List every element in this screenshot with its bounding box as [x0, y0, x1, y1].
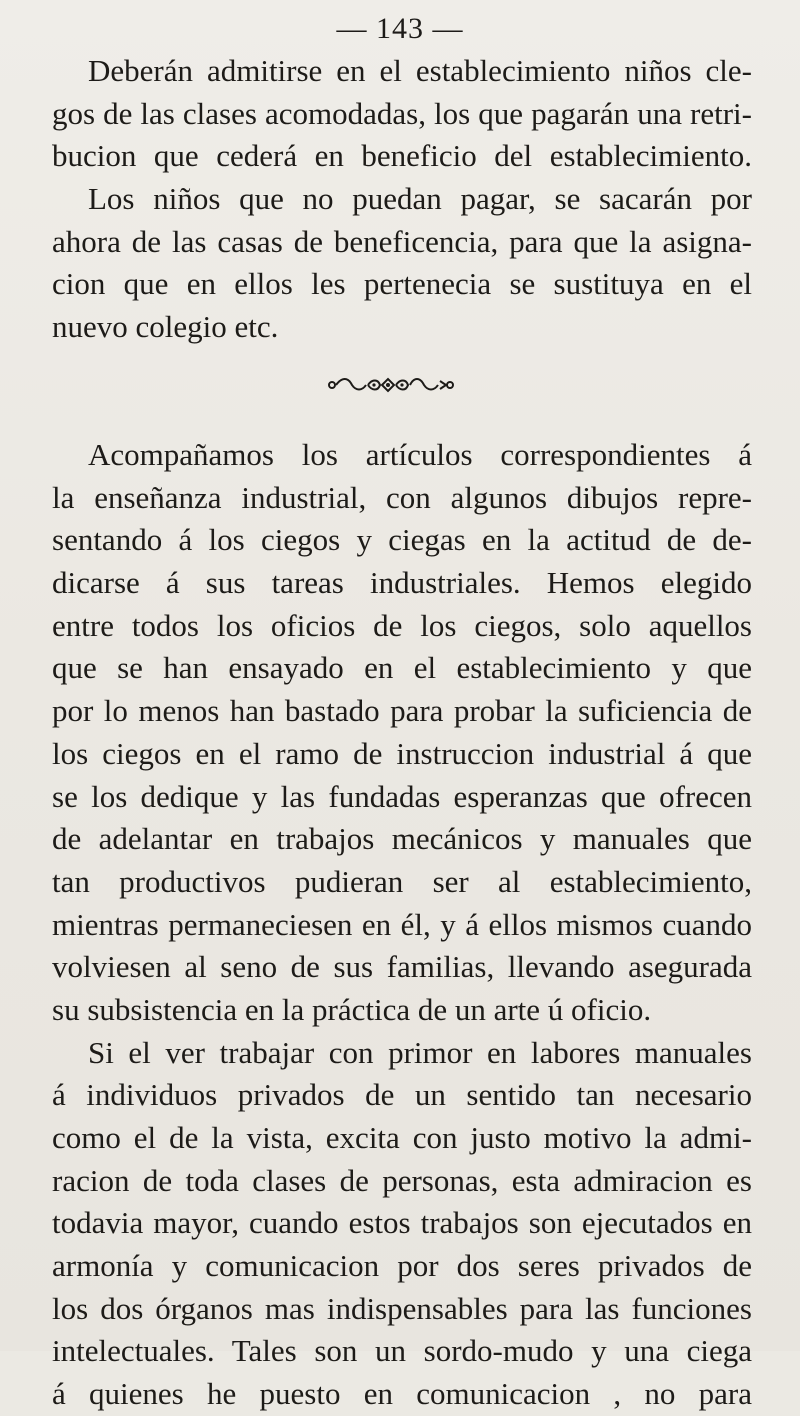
typographic-divider-ornament-icon [326, 373, 456, 395]
text-line: Acompañamos los artículos correspondientes á [88, 437, 752, 472]
text-line: se los dedique y las fundadas esperanzas que ofrecen [52, 778, 752, 814]
text-line: los dos órganos mas indispensables para las funciones [52, 1290, 752, 1326]
text-line: á quienes he puesto en comunicacion , no para [52, 1376, 752, 1412]
text-line: tan productivos pudieran ser al establecimiento, [52, 863, 752, 899]
text-line: su subsistencia en la práctica de un arte ú oficio. [52, 991, 652, 1027]
text-line: nuevo colegio etc. [52, 309, 279, 345]
text-line: á individuos privados de un sentido tan necesario [52, 1077, 752, 1113]
text-line: volviesen al seno de sus familias, llevando asegurada [52, 949, 752, 985]
text-line: sentando á los ciegos y ciegas en la actitud de de- [52, 522, 752, 558]
text-line: Deberán admitirse en el establecimiento niños cle- [88, 53, 752, 88]
text-line: que se han ensayado en el establecimiento y que [52, 650, 752, 686]
paragraph-2 [52, 434, 752, 1416]
page-number: — 143 — [336, 12, 464, 45]
paragraph-1 [52, 50, 752, 349]
text-line: Si el ver trabajar con primor en labores manuales [88, 1034, 752, 1070]
text-line: de adelantar en trabajos mecánicos y manuales que [52, 821, 752, 857]
text-line: dicarse á sus tareas industriales. Hemos elegido [52, 565, 752, 601]
text-line: los ciegos en el ramo de instruccion industrial á que [52, 735, 752, 771]
text-line: intelectuales. Tales son un sordo-mudo y una ciega [52, 1333, 752, 1369]
text-line: ahora de las casas de beneficencia, para que la asigna- [52, 223, 752, 259]
text-line: Los niños que no puedan pagar, se sacarán por [88, 181, 752, 217]
text-line: cion que en ellos les pertenecia se sustituya en el [52, 266, 752, 302]
text-line: bucion que cederá en beneficio del establecimiento. [52, 138, 752, 174]
text-line: gos de las clases acomodadas, los que pagarán una retri- [52, 95, 752, 131]
text-line: mientras permaneciesen en él, y á ellos mismos cuando [52, 906, 752, 942]
text-line: todavia mayor, cuando estos trabajos son ejecutados en [52, 1205, 752, 1241]
text-line: como el de la vista, excita con justo motivo la admi- [52, 1120, 752, 1155]
text-line: armonía y comunicacion por dos seres privados de [52, 1248, 752, 1284]
text-line: la enseñanza industrial, con algunos dibujos repre- [52, 479, 752, 515]
text-line: entre todos los oficios de los ciegos, solo aquellos [52, 607, 752, 643]
text-line: por lo menos han bastado para probar la suficiencia de [52, 693, 752, 729]
text-line: racion de toda clases de personas, esta admiracion es [52, 1162, 752, 1198]
